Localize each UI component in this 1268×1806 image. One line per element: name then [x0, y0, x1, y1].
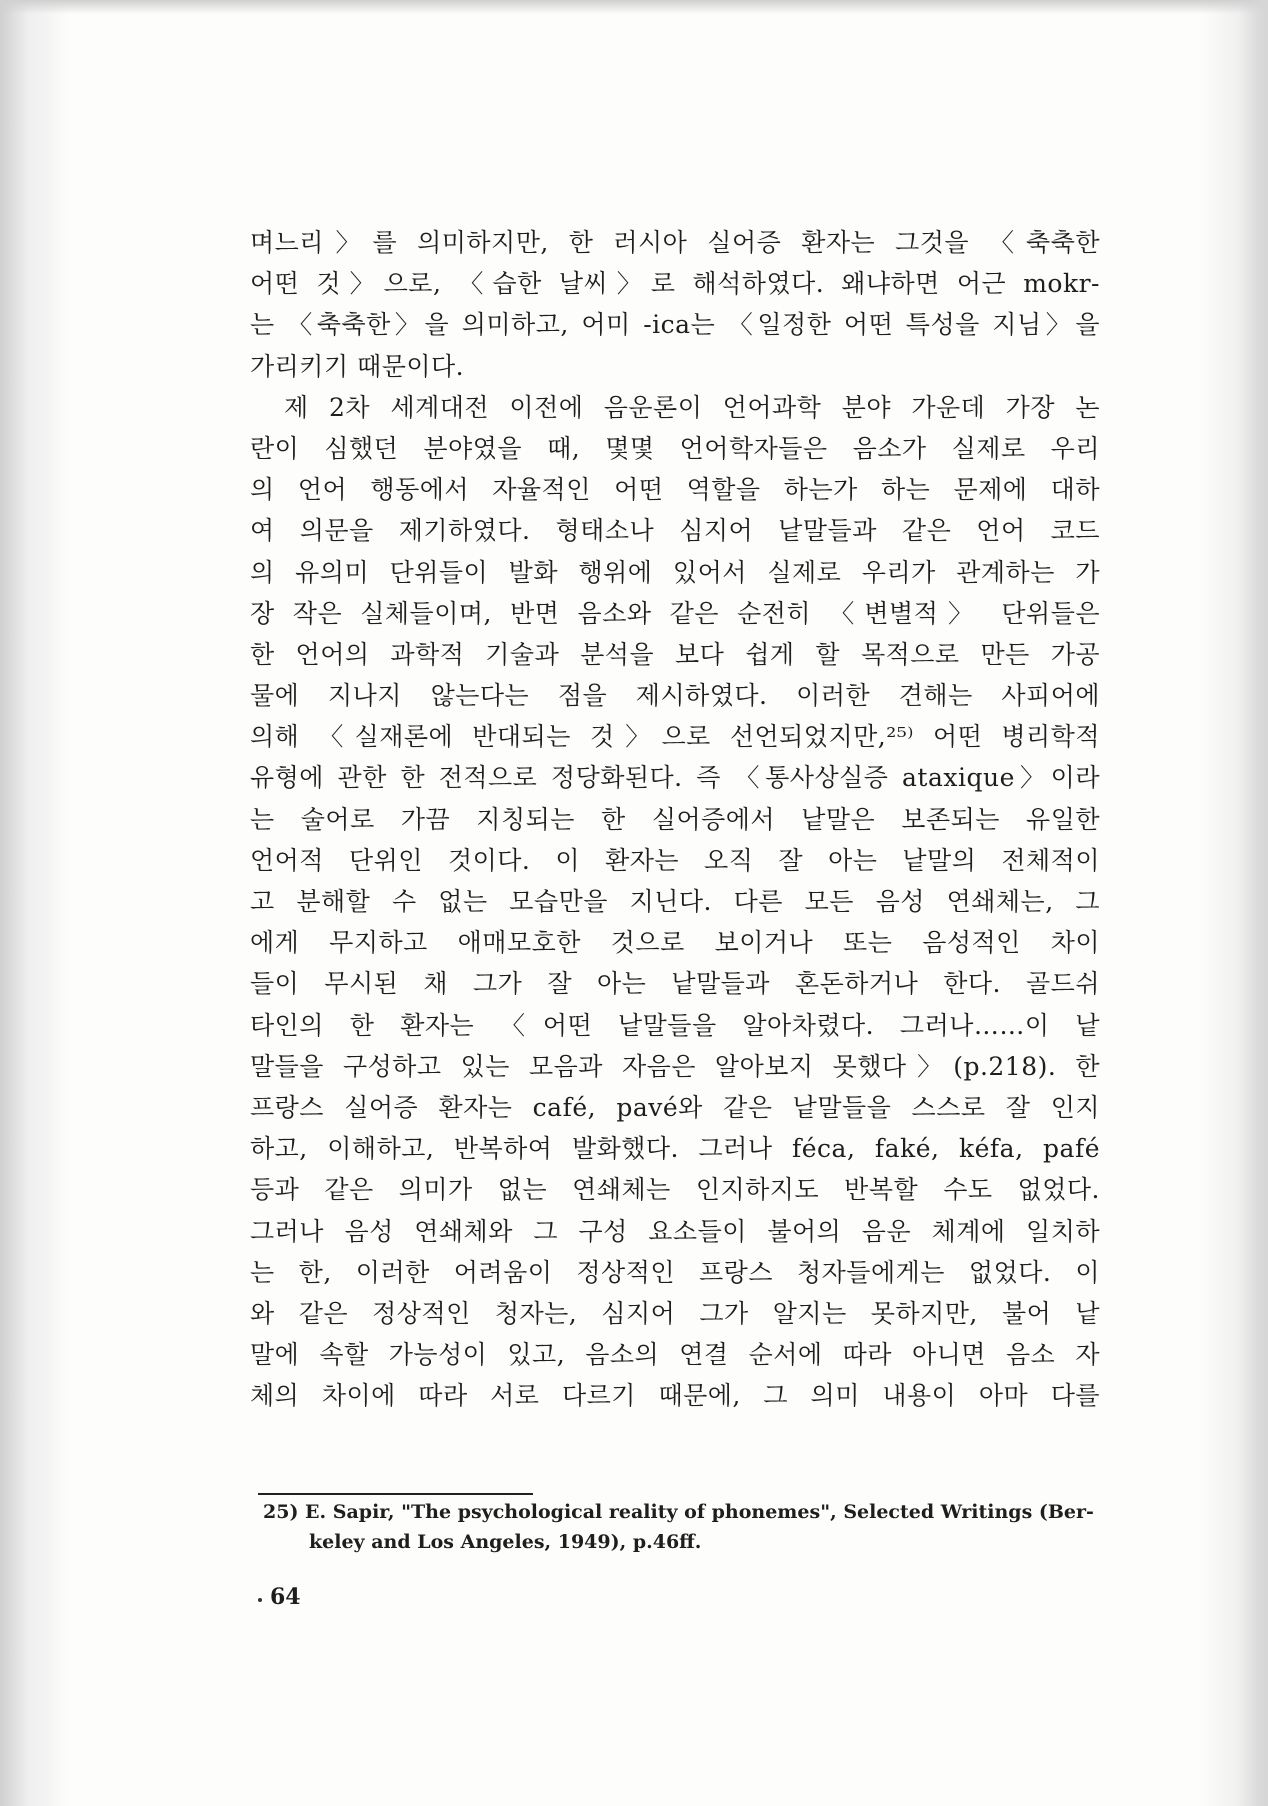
body-line: 체의 차이에 따라 서로 다르기 때문에, 그 의미 내용이 아마 다를 — [250, 1381, 1100, 1411]
body-line: 물에 지나지 않는다는 점을 제시하였다. 이러한 견해는 사피어에 — [250, 681, 1100, 711]
footnote-line: 25) E. Sapir, "The psychological reality of phonemes", Selected Writings (Ber- — [263, 1501, 1094, 1523]
body-line: 타인의 한 환자는 〈어떤 낱말들을 알아차렸다. 그러나……이 낱 — [250, 1010, 1100, 1040]
body-line: 의해 〈실재론에 반대되는 것〉으로 선언되었지만,²⁵⁾ 어떤 병리학적 — [250, 722, 1100, 752]
body-line: 여 의문을 제기하였다. 형태소나 심지어 낱말들과 같은 언어 코드 — [250, 516, 1100, 546]
body-line: 고 분해할 수 없는 모습만을 지닌다. 다른 모든 음성 연쇄체는, 그 — [250, 887, 1100, 916]
body-line: 에게 무지하고 애매모호한 것으로 보이거나 또는 음성적인 차이 — [250, 928, 1100, 958]
body-line: 프랑스 실어증 환자는 café, pavé와 같은 낱말들을 스스로 잘 인지 — [250, 1092, 1100, 1122]
body-line: 말들을 구성하고 있는 모음과 자음은 알아보지 못했다〉(p.218). 한 — [250, 1051, 1100, 1081]
body-line: 들이 무시된 채 그가 잘 아는 낱말들과 혼돈하거나 한다. 골드쉬 — [250, 969, 1100, 999]
body-line: 며느리〉를 의미하지만, 한 러시아 실어증 환자는 그것을 〈축축한 — [250, 228, 1100, 257]
body-line: 는 술어로 가끔 지칭되는 한 실어증에서 낱말은 보존되는 유일한 — [250, 804, 1100, 834]
body-line: 란이 심했던 분야였을 때, 몇몇 언어학자들은 음소가 실제로 우리 — [250, 433, 1100, 463]
page-shadow-right — [1238, 0, 1268, 1806]
body-text — [250, 222, 1100, 1416]
body-line: 등과 같은 의미가 없는 연쇄체는 인지하지도 반복할 수도 없었다. — [250, 1175, 1100, 1205]
page-number: 64 — [270, 1584, 301, 1610]
body-line: 유형에 관한 한 전적으로 정당화된다. 즉 〈통사상실증 ataxique〉이라 — [250, 763, 1100, 793]
footnote-divider — [258, 1493, 533, 1495]
body-line: 언어적 단위인 것이다. 이 환자는 오직 잘 아는 낱말의 전체적이 — [250, 845, 1100, 875]
body-line: 장 작은 실체들이며, 반면 음소와 같은 순전히 〈변별적〉 단위들은 — [250, 598, 1100, 628]
body-line: 의 언어 행동에서 자율적인 어떤 역할을 하는가 하는 문제에 대하 — [250, 475, 1100, 505]
footnote-line: keley and Los Angeles, 1949), p.46ff. — [309, 1531, 702, 1553]
body-line: 말에 속할 가능성이 있고, 음소의 연결 순서에 따라 아니면 음소 자 — [250, 1340, 1100, 1370]
body-line: 의 유의미 단위들이 발화 행위에 있어서 실제로 우리가 관계하는 가 — [250, 557, 1100, 587]
body-line: 와 같은 정상적인 청자는, 심지어 그가 알지는 못하지만, 불어 낱 — [250, 1298, 1100, 1328]
page-shadow-left — [0, 0, 70, 1806]
page-shadow-top — [0, 0, 1268, 14]
body-line: 는 한, 이러한 어려움이 정상적인 프랑스 청자들에게는 없었다. 이 — [250, 1257, 1100, 1287]
footnote — [263, 1497, 1103, 1557]
body-line: 그러나 음성 연쇄체와 그 구성 요소들이 불어의 음운 체계에 일치하 — [250, 1216, 1100, 1246]
body-line: 하고, 이해하고, 반복하여 발화했다. 그러나 féca, faké, kéfa, pafé — [250, 1134, 1100, 1164]
body-line: 는 〈축축한〉을 의미하고, 어미 -ica는 〈일정한 어떤 특성을 지님〉을 — [250, 310, 1100, 340]
scan-speck — [258, 1598, 262, 1602]
body-line: 제 2차 세계대전 이전에 음운론이 언어과학 분야 가운데 가장 논 — [284, 392, 1100, 422]
body-line: 가리키기 때문이다. — [250, 351, 465, 381]
body-line: 한 언어의 과학적 기술과 분석을 보다 쉽게 할 목적으로 만든 가공 — [250, 639, 1100, 669]
body-line: 어떤 것〉으로, 〈습한 날씨〉로 해석하였다. 왜냐하면 어근 mokr- — [250, 269, 1100, 299]
